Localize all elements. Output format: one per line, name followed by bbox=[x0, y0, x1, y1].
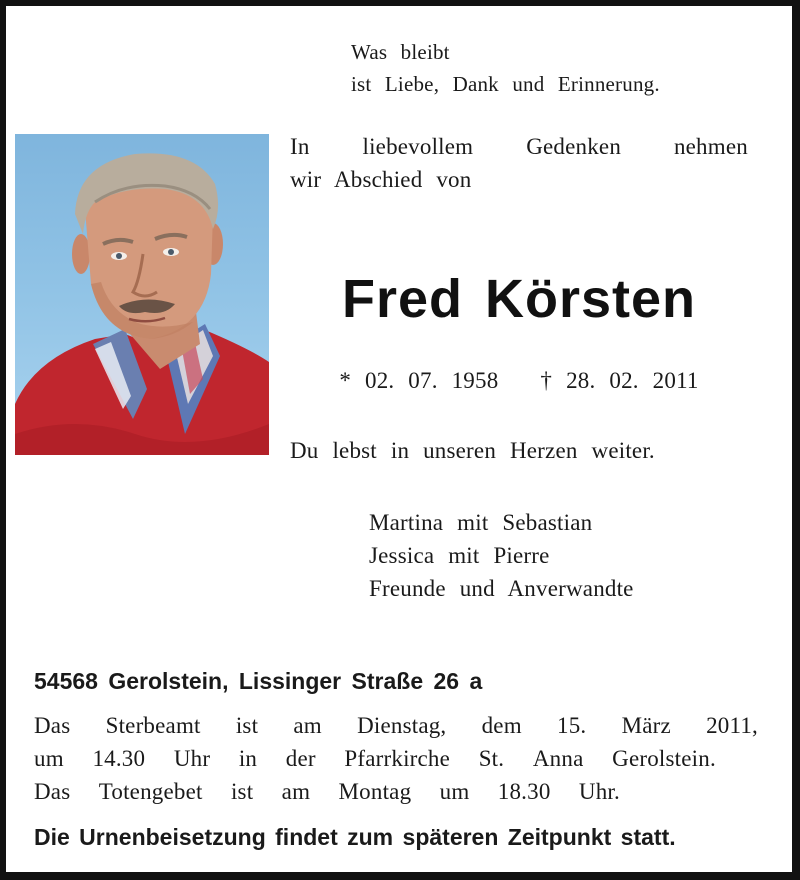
notice-word: dem bbox=[481, 713, 522, 738]
notice-word: ist bbox=[230, 779, 254, 804]
notice-word: um bbox=[34, 746, 64, 771]
motto-line-2: ist Liebe, Dank und Erinnerung. bbox=[351, 72, 660, 96]
notice-word: Montag bbox=[338, 779, 412, 804]
portrait-photo-icon bbox=[15, 134, 269, 455]
notice-word: der bbox=[285, 746, 316, 771]
notice-word: Pfarrkirche bbox=[344, 746, 451, 771]
notice-line-2 bbox=[34, 742, 716, 775]
motto bbox=[351, 36, 660, 100]
closing-motto: Du lebst in unseren Herzen weiter. bbox=[290, 438, 655, 463]
notice-word: Das bbox=[34, 779, 71, 804]
notice-word: Totengebet bbox=[98, 779, 203, 804]
notice-word: 15. bbox=[557, 713, 587, 738]
notice-word: Uhr bbox=[173, 746, 211, 771]
notice-word: ist bbox=[235, 713, 259, 738]
notice-word: 18.30 bbox=[497, 779, 551, 804]
intro-line-2: wir Abschied von bbox=[290, 167, 472, 192]
family-address: 54568 Gerolstein, Lissinger Straße 26 a bbox=[34, 668, 483, 694]
deceased-name: Fred Körsten bbox=[341, 269, 697, 329]
life-dates bbox=[290, 368, 748, 394]
birth-date: * 02. 07. 1958 bbox=[339, 368, 499, 393]
mourner-line: Jessica mit Pierre bbox=[369, 543, 550, 568]
mourner-line: Freunde und Anverwandte bbox=[369, 576, 634, 601]
notice-word: Sterbeamt bbox=[105, 713, 201, 738]
notice-word: in bbox=[238, 746, 258, 771]
notice-word: Uhr. bbox=[578, 779, 620, 804]
notice-word: um bbox=[439, 779, 470, 804]
intro-text bbox=[290, 130, 748, 196]
notice-word: St. bbox=[478, 746, 505, 771]
service-notice bbox=[34, 709, 758, 808]
intro-line-1 bbox=[290, 130, 748, 163]
motto-line-1: Was bleibt bbox=[351, 40, 450, 64]
notice-word: am bbox=[293, 713, 322, 738]
intro-word: liebevollem bbox=[362, 134, 474, 159]
notice-line-3 bbox=[34, 775, 620, 808]
notice-word: Das bbox=[34, 713, 71, 738]
notice-word: März bbox=[621, 713, 671, 738]
death-date: † 28. 02. 2011 bbox=[540, 368, 699, 393]
mourner-line: Martina mit Sebastian bbox=[369, 510, 593, 535]
notice-word: 2011, bbox=[706, 713, 758, 738]
notice-word: Dienstag, bbox=[357, 713, 447, 738]
notice-line-1 bbox=[34, 709, 758, 742]
notice-word: Gerolstein. bbox=[612, 746, 716, 771]
urn-burial-note: Die Urnenbeisetzung findet zum späteren Zeitpunkt statt. bbox=[34, 824, 676, 850]
notice-word: 14.30 bbox=[92, 746, 146, 771]
portrait-photo bbox=[15, 134, 269, 455]
notice-word: Anna bbox=[532, 746, 584, 771]
intro-word: nehmen bbox=[673, 134, 748, 159]
mourners-list bbox=[369, 506, 634, 605]
intro-word: Gedenken bbox=[526, 134, 622, 159]
notice-word: am bbox=[281, 779, 311, 804]
intro-word: In bbox=[290, 134, 310, 159]
